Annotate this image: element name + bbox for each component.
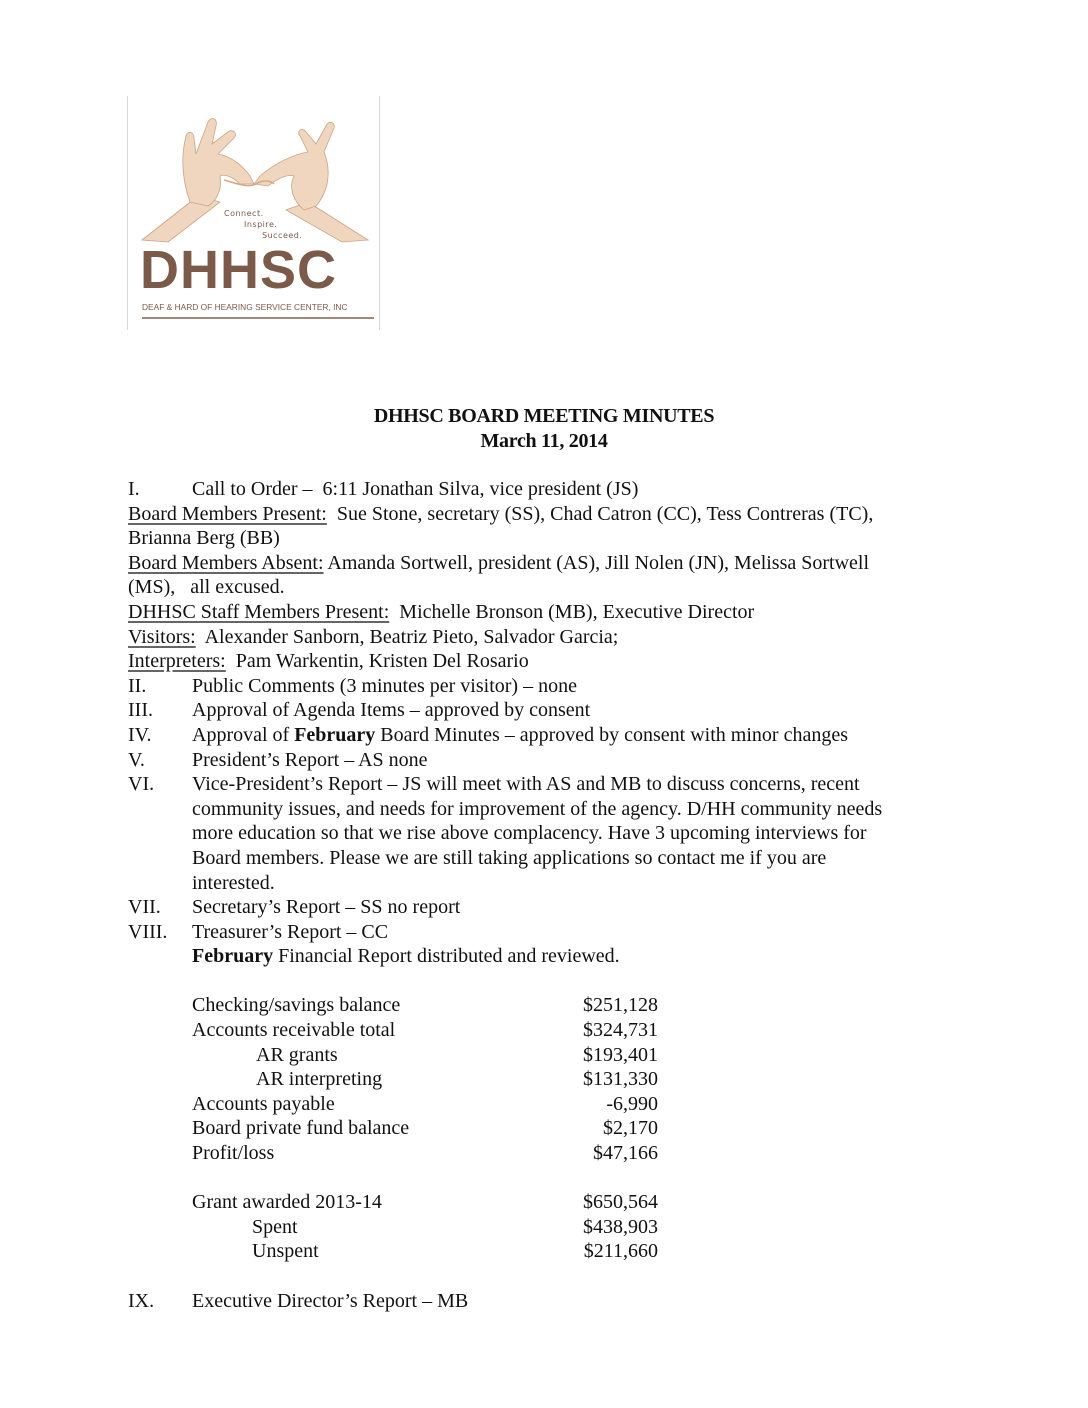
financial-label: Board private fund balance (192, 1117, 410, 1140)
section-text: Call to Order – 6:11 Jonathan Silva, vice president (JS) (192, 478, 639, 500)
agenda-item-v (128, 748, 948, 773)
members-present-cont: Brianna Berg (BB) (128, 527, 280, 550)
financial-label: AR interpreting (256, 1068, 383, 1091)
financial-row (192, 1043, 658, 1068)
logo-subtitle: DEAF & HARD OF HEARING SERVICE CENTER, INC (142, 302, 348, 312)
logo-underline (142, 317, 374, 319)
section-number: I. (128, 478, 140, 500)
grant-row (192, 1215, 658, 1240)
tagline-succeed: Succeed. (262, 231, 303, 240)
agenda-item-ix (128, 1289, 948, 1314)
interpreters (128, 649, 948, 674)
section-number: II. (128, 674, 147, 697)
minutes-body (128, 477, 948, 1313)
financial-report-text: Financial Report distributed and reviewed. (273, 945, 620, 968)
members-absent (128, 551, 948, 576)
visitors (128, 625, 948, 650)
document-title: DHHSC BOARD MEETING MINUTES (373, 405, 715, 427)
document-date: March 11, 2014 (480, 430, 608, 452)
grant-value: $438,903 (583, 1215, 658, 1238)
dhhsc-logo (127, 96, 380, 330)
agenda-item-vi-line: community issues, and needs for improvement of the agency. D/HH community needs (192, 797, 883, 820)
agenda-item-vi-line: Board members. Please we are still taking applications so contact me if you are (192, 846, 827, 869)
tagline-inspire: Inspire. (244, 220, 278, 229)
agenda-item-viii (128, 920, 948, 945)
left-hand (183, 119, 254, 206)
members-present-label: Board Members Present: (128, 502, 327, 525)
document-header (0, 404, 1088, 454)
financial-value: $324,731 (583, 1019, 658, 1042)
agenda-item-vi-line: interested. (192, 871, 275, 894)
staff-present-text: Michelle Bronson (MB), Executive Director (389, 600, 755, 623)
financial-label: Profit/loss (192, 1142, 275, 1165)
tagline-connect: Connect. (224, 209, 264, 218)
financial-value: $131,330 (583, 1068, 658, 1091)
financial-row (192, 1116, 658, 1141)
financial-value: $47,166 (593, 1142, 658, 1165)
section-number: IV. (128, 723, 152, 746)
financial-value: $251,128 (583, 994, 658, 1017)
agenda-item-ii (128, 674, 948, 699)
financial-report-note (128, 944, 948, 969)
call-to-order (128, 477, 948, 502)
members-present (128, 502, 948, 527)
section-text-post: Board Minutes – approved by consent with minor changes (375, 723, 848, 746)
staff-present (128, 600, 948, 625)
grant-row (192, 1239, 658, 1264)
section-number: III. (128, 699, 153, 722)
grant-label: Grant awarded 2013-14 (192, 1191, 382, 1214)
staff-present-label: DHHSC Staff Members Present: (128, 600, 390, 623)
logo-wordmark: DHHSC (140, 243, 338, 298)
financial-label: Accounts receivable total (192, 1019, 396, 1042)
agenda-item-iv (128, 723, 948, 748)
section-text-bold: February (294, 723, 376, 746)
section-number: VIII. (128, 920, 168, 943)
financial-row (192, 1092, 658, 1117)
section-number: VI. (128, 773, 155, 796)
members-absent-text: Amanda Sortwell, president (AS), Jill Nolen (JN), Melissa Sortwell (323, 551, 870, 574)
section-text: Public Comments (3 minutes per visitor) – none (192, 674, 577, 697)
grant-value: $211,660 (583, 1240, 658, 1263)
section-text: Treasurer’s Report – CC (192, 920, 389, 943)
financial-label: AR grants (256, 1043, 338, 1066)
financial-value: $193,401 (583, 1043, 658, 1066)
interpreters-text: Pam Warkentin, Kristen Del Rosario (225, 650, 529, 673)
grant-label: Spent (252, 1215, 298, 1238)
financial-value: $2,170 (603, 1117, 658, 1140)
members-present-text: Sue Stone, secretary (SS), Chad Catron (CC), Tess Contreras (TC), (326, 502, 874, 525)
section-text-pre: Approval of (192, 723, 295, 746)
interpreters-label: Interpreters: (128, 650, 226, 673)
visitors-label: Visitors: (128, 625, 196, 648)
visitors-text: Alexander Sanborn, Beatriz Pieto, Salvador Garcia; (195, 625, 619, 648)
section-text: Approval of Agenda Items – approved by consent (192, 699, 591, 722)
financial-row (192, 1018, 658, 1043)
financial-report-month: February (192, 945, 274, 968)
financial-row (192, 1141, 658, 1166)
section-text: Secretary’s Report – SS no report (192, 896, 461, 919)
members-absent-cont: (MS), all excused. (128, 576, 285, 599)
section-number: VII. (128, 896, 161, 919)
agenda-item-vi-line: more education so that we rise above complacency. Have 3 upcoming interviews for (192, 822, 867, 845)
section-text: Executive Director’s Report – MB (192, 1289, 469, 1312)
members-absent-label: Board Members Absent: (128, 551, 324, 574)
financial-table (192, 993, 948, 1264)
grant-label: Unspent (252, 1240, 319, 1263)
financial-row (192, 993, 658, 1018)
section-number: IX. (128, 1289, 155, 1312)
agenda-item-vii (128, 895, 948, 920)
financial-label: Checking/savings balance (192, 994, 401, 1017)
section-text-line: Vice-President’s Report – JS will meet with AS and MB to discuss concerns, recent (192, 773, 860, 796)
agenda-item-vi (128, 772, 948, 797)
financial-row (192, 1067, 658, 1092)
financial-value: -6,990 (606, 1092, 658, 1115)
spacer (128, 1264, 948, 1289)
grant-row (192, 1190, 658, 1215)
financial-label: Accounts payable (192, 1092, 335, 1115)
logo-tagline (224, 208, 334, 242)
right-hand (254, 122, 334, 210)
section-number: V. (128, 748, 145, 771)
agenda-item-iii (128, 698, 948, 723)
section-text: President’s Report – AS none (192, 748, 428, 771)
grant-value: $650,564 (583, 1191, 658, 1214)
spacer (192, 1166, 948, 1191)
